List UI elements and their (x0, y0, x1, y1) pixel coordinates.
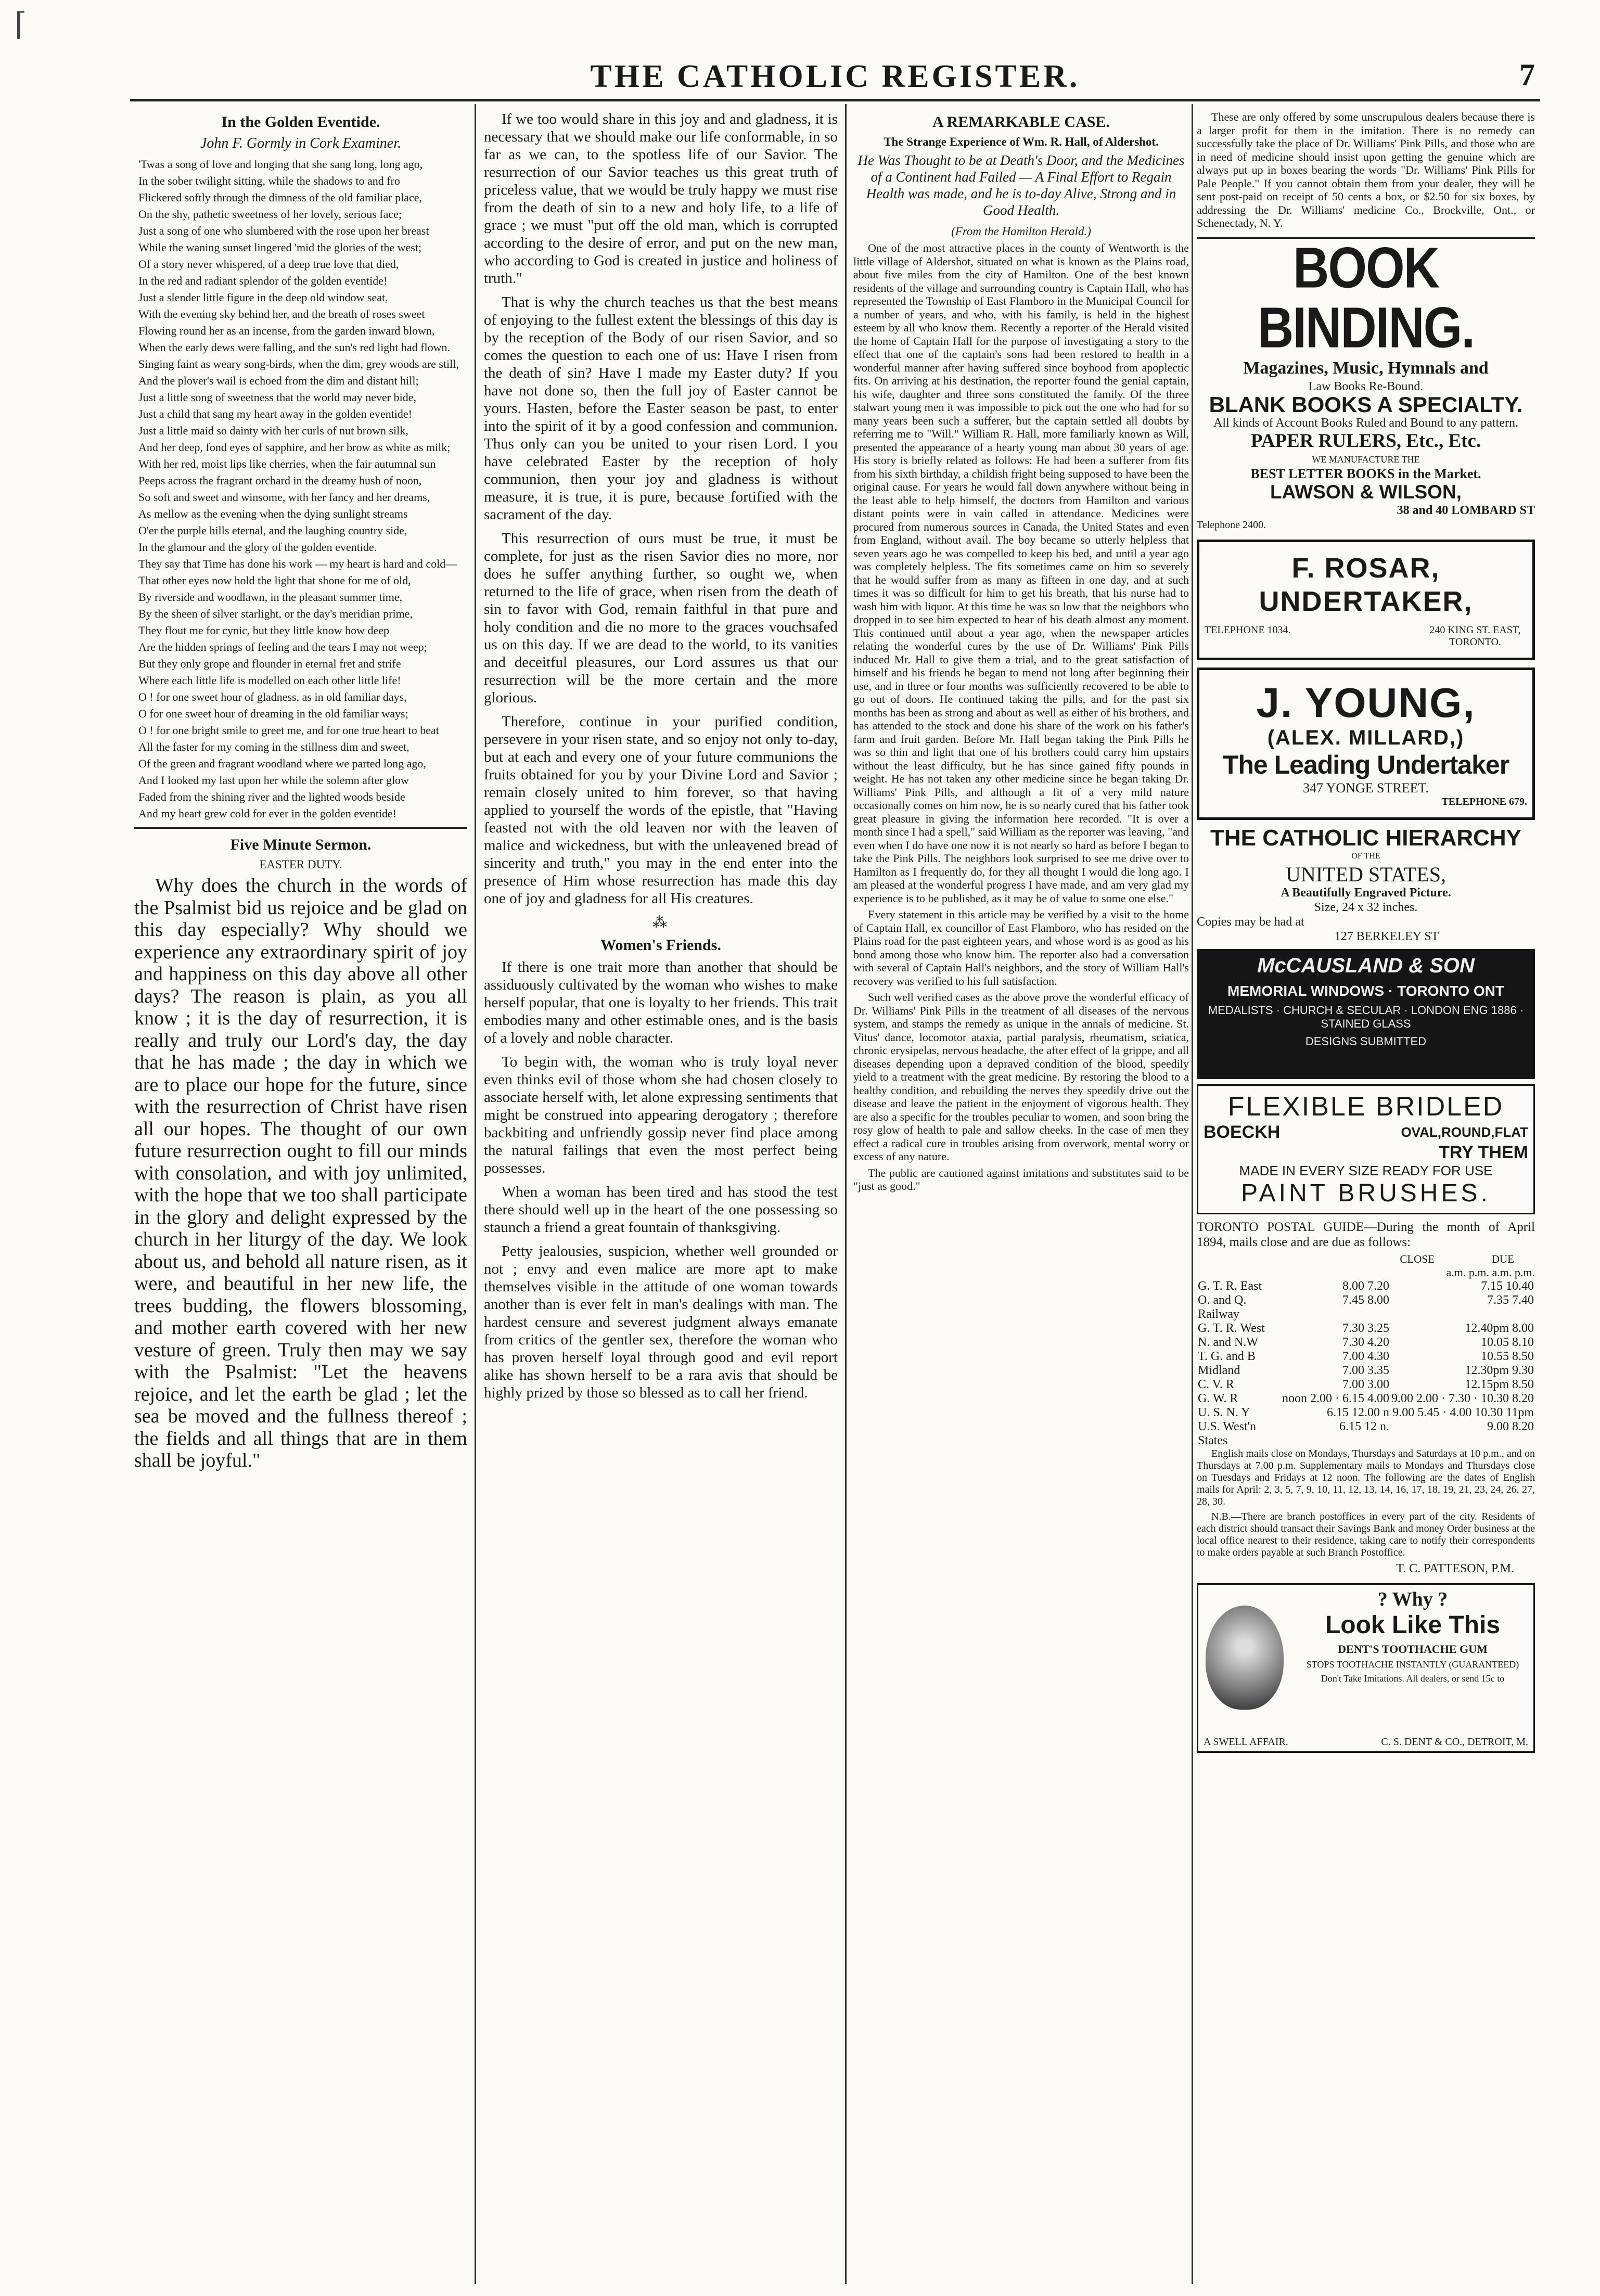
poem-line: Just a little song of sweetness that the world may never bide, (138, 391, 416, 404)
postal-row (1197, 1406, 1535, 1420)
poem-body (134, 158, 467, 820)
postal-route: O. and Q. Railway (1198, 1293, 1247, 1321)
header-rule (130, 99, 1540, 101)
poem-line: With the evening sky behind her, and the breath of roses sweet (138, 307, 425, 320)
poem-line: By the sheen of silver starlight, or the day's meridian prime, (138, 607, 413, 620)
women-paragraph: To begin with, the woman who is truly loyal never even thinks evil of those whom she had chosen closely to associate herself with, let alone expressing sentiments that might be construed into appearing derogatory ; therefore backbiting and unfriendly gossip never find place among the natural failings that even the most perfect being possesses. (484, 1054, 838, 1176)
poem-line: And her deep, fond eyes of sapphire, and her brow as white as milk; (138, 441, 451, 454)
postal-route: U. S. N. Y (1198, 1405, 1250, 1419)
postal-row (1197, 1350, 1535, 1364)
column-3 (853, 110, 1189, 2285)
postal-due: 9.00 2.00 · 7.30 · 10.30 8.20 (1391, 1391, 1534, 1405)
sermon-paragraph: Why does the church in the words of the Psalmist bid us rejoice and be glad on this day especially? Why should we experience any extraordinary spirit of joy and happiness on this day above all other days? The reason is plain, as you all know ; it is the day of resurrection, it is really and truly our Lord's day, the day that he has made ; the day in which we are to place our hope for the future, since with the resurrection of Christ have risen all our hopes. The thought of our own future resurrection ought to fill our minds with consolation, and with joy unlimited, with the hope that we too shall participate in the glory and delight expressed by the church in her liturgy of the day. We look about us, and behold all nature risen, as it were, and beautiful in her new life, the trees budding, the flowers blossoming, and mother earth covered with her new vesture of green. Truly then may we say with the Psalmist: "Let the heavens rejoice, and let the earth be glad ; let the sea be moved and the fullness thereof ; the fields and all things that are in them shall be joyful." (134, 875, 467, 1471)
column-divider (1192, 104, 1193, 2284)
brush-headline: FLEXIBLE BRIDLED (1227, 1091, 1504, 1122)
postal-row (1197, 1364, 1535, 1378)
hierarchy-desc: A Beautifully Engraved Picture. (1281, 886, 1451, 900)
young-ad (1197, 668, 1535, 820)
postal-close: 6.15 12 n. (1339, 1419, 1390, 1433)
postal-close: 7.30 4.20 (1342, 1335, 1390, 1349)
remarkable-italic: He Was Thought to be at Death's Door, and the Medicines of a Continent had Failed — A Final Effort to Regain Health was made, and he is to-day Alive, Strong and in Good Health. (857, 152, 1185, 218)
postal-due: 12.30pm 9.30 (1465, 1363, 1534, 1377)
women-paragraph: When a woman has been tired and has stood the test there should well up in the heart of the one possessing so staunch a friend a great fountain of thanksgiving. (484, 1184, 838, 1236)
sermon-subtitle: EASTER DUTY. (259, 858, 342, 871)
glass-firm: McCAUSLAND & SON (1257, 954, 1475, 977)
poem-line: O for one sweet hour of dreaming in the old familiar ways; (138, 707, 408, 720)
bookbinding-line2: Law Books Re-Bound. (1308, 379, 1424, 393)
brush-try: TRY THEM (1439, 1142, 1528, 1162)
lawson-wilson: LAWSON & WILSON, (1270, 481, 1462, 503)
pink-pills-continued: These are only offered by some unscrupulous dealers because there is a larger profit for them in the imitation. There is no remedy can successfully take the place of Dr. Williams' Pink Pills, and those who are in need of medicine should insist upon getting the genuine which are always put up in boxes bearing the words "Dr. Williams' Pink Pills for Pale People." If you cannot obtain them from your dealer, they will be sent post-paid on receipt of 50 cents a box, or $2.50 for six boxes, by addressing the Dr. Williams' medicine Co., Brockville, Ont., or Schenectady, N. Y. (1197, 110, 1535, 229)
postal-row (1197, 1322, 1535, 1336)
poem-line: So soft and sweet and winsome, with her fancy and her dreams, (138, 491, 430, 504)
poem-line: Of a story never whispered, of a deep true love that died, (138, 258, 399, 271)
poem-line: In the sober twilight sitting, while the shadows to and fro (138, 174, 400, 187)
page-number: 7 (1519, 58, 1535, 92)
postal-row (1197, 1293, 1535, 1322)
page-corner-mark: ⌈ (15, 7, 27, 42)
ornament: ⁂ (652, 915, 669, 931)
toothache-ad (1197, 1583, 1535, 1753)
bookbinding-line3: All kinds of Account Books Ruled and Bound to any pattern. (1213, 416, 1518, 430)
remarkable-source: (From the Hamilton Herald.) (951, 225, 1091, 238)
postal-table (1197, 1279, 1535, 1448)
poem-line: And my heart grew cold for ever in the golden eventide! (138, 807, 397, 820)
women-paragraph: Petty jealousies, suspicion, whether well grounded or not ; envy and even malice are more apt to make themselves visible in the attitude of one woman towards another than is ever felt in man's dealings with man. The hardest censure and severest judgment always emanate from critics of the gentler sex, therefore the woman who has proven herself loyal through good and evil report alike has shown herself to be a rara avis that should be highly prized by those so blessed as to call her friend. (484, 1243, 838, 1401)
postal-row (1197, 1336, 1535, 1350)
face-illustration (1206, 1606, 1284, 1710)
postal-due-header: DUE (1491, 1252, 1514, 1265)
postal-due: 7.15 10.40 (1481, 1279, 1534, 1293)
poem-line: Of the green and fragrant woodland where we parted long ago, (138, 757, 426, 770)
postal-due: 7.35 7.40 (1487, 1293, 1534, 1307)
postal-close: 6.15 12.00 n (1327, 1405, 1390, 1419)
women-title: Women's Friends. (600, 937, 721, 954)
young-tagline: The Leading Undertaker (1222, 750, 1509, 779)
toothache-gum: DENT'S TOOTHACHE GUM (1338, 1642, 1488, 1656)
toothache-dent: C. S. DENT & CO., DETROIT, M. (1381, 1736, 1528, 1748)
postal-route: U.S. West'n States (1198, 1419, 1256, 1447)
rosar-ad (1197, 540, 1535, 660)
postal-row (1197, 1392, 1535, 1406)
toothache-stops: STOPS TOOTHACHE INSTANTLY (GUARANTEED) (1306, 1659, 1519, 1670)
postal-close-header: CLOSE (1400, 1252, 1435, 1265)
paper-rulers: PAPER RULERS, Etc., Etc. (1250, 430, 1481, 452)
poem-line: Flickered softly through the dimness of the old familiar place, (138, 191, 422, 204)
divider (134, 827, 467, 829)
rosar-title: UNDERTAKER, (1259, 585, 1473, 617)
poem-line: Where each little life is modelled on each other little life! (138, 674, 401, 687)
postal-row (1197, 1279, 1535, 1293)
postal-close: 7.00 4.30 (1342, 1349, 1390, 1363)
poem-title: In the Golden Eventide. (221, 113, 380, 131)
lawson-telephone: Telephone 2400. (1197, 519, 1266, 531)
bookbinding-line1: Magazines, Music, Hymnals and (1243, 358, 1489, 378)
postal-guide (1197, 1220, 1535, 1576)
rosar-telephone: TELEPHONE 1034. (1205, 624, 1291, 636)
masthead (130, 54, 1540, 96)
young-address: 347 YONGE STREET. (1303, 780, 1429, 796)
hierarchy-copies: Copies may be had at (1197, 915, 1304, 929)
poem-line: While the waning sunset lingered 'mid the glories of the west; (138, 241, 422, 254)
column-4 (1197, 110, 1535, 2285)
poem-line: Are the hidden springs of feeling and the tears I may not weep; (138, 640, 427, 653)
bookbinding-title: BOOK BINDING. (1258, 235, 1474, 360)
remarkable-paragraph: One of the most attractive places in the county of Wentworth is the little village of Aldershot, situated on what is known as the Plains road, about five miles from the city of Hamilton. One of the best known residents of the village and surrounding country is Captain Hall, who has represented the Township of East Flamboro in the Municipal Council for a number of years, and who, with his family, is held in the highest esteem by all who know them. Recently a reporter of the Herald visited the home of Captain Hall for the purpose of investigating a story to the effect that one of the captain's sons had been restored to health in a wonderful manner after having suffered since boyhood from apoplectic fits. On arriving at his destination, the reporter found the genial captain, his wife, daughter and three sons constituted the family. Of the three stalwart young men it was impossible to pick out the one who had for so many years been such a sufferer, but the captain settled all doubts by referring me to "Will." William R. Hall, more familiarly known as Will, presented the appearance of a hearty young man about 30 years of age. His story is briefly related as follows: He had been a sufferer from fits from his sixth birthday, a childish fright being supposed to have been the original cause. For years he would fall down anywhere without being in the least able to help himself, the doctors from Hamilton and various distant points were in vain called in attendance. Medicines were procured from numerous sources in Canada, the United States and even from England, without avail. The boy became so utterly helpless that seven years ago he was compelled to keep his bed, and until a year ago was completely helpless. The fits sometimes came on him so severely that he would suffer from as many as fifteen in one day, and at such times it was so difficult for him to get his breath, that his nurse had to wash him with liquor. At this time he was so low that the neighbors who dropped in to see him expected to hear of his death almost any moment. This continued until about a year ago, when the newspaper articles relating the wonderful cures by the use of Dr. Williams' Pink Pills induced Mr. Hall to give them a trial, and to the great satisfaction of himself and his friends he began to mend not long after beginning their use, and in three or four months was sufficiently recovered to be able to go out of doors. He continued taking the pills, and for the past six months has been as strong and about as well as either of his brothers, and has attended to the stock and done his share of the work on his father's farm and fruit garden. Before Mr. Hall began taking the Pink Pills he was so thin and light that one of his brothers could carry him upstairs without the least difficulty, but he has since gained fifty pounds in weight. He has not taken any other medicine since he began taking Dr. Williams' Pink Pills, and although a fit of a very mild nature occasionally comes on him now, he is so nearly cured that his father took great pleasure in giving the information here recorded. "It is over a month since I had a spell," said William as the reporter was leaving, "and even when I do have one now it is not nearly so hard as before I began to take the Pink Pills. The neighbors look surprised to see me drive over to Hamilton as I frequently do, for they all thought I would die long ago. I am pleased at the wonderful progress I have made, and am very glad my experience is to be published, as it may be of value to some one else." (853, 241, 1189, 905)
poem-line: When the early dews were falling, and the sun's red light had flown. (138, 341, 451, 354)
column-1 (134, 110, 467, 2285)
sermon-paragraph: That is why the church teaches us that the best means of enjoying to the fullest extent the blessings of this day is by the reception of the Body of our risen Savior, and so comes the question to each one of us: Have I risen from the death of sin? Have I made my Easter duty? If you have not done so, then the full joy of Easter cannot be yours. Hasten, before the Easter season be past, to enter into the spirit of it by a good confession and communion. Thus only can you be united to your risen Lord. I you have celebrated Easter by the reception of holy communion, then your joy and gladness is without measure, it is true, it is pure, because fortified with the sacrament of the day. (484, 294, 838, 523)
rosar-address: 240 KING ST. EAST, TORONTO. (1429, 624, 1521, 648)
bookbinding-ad (1197, 235, 1535, 532)
poem-line: As mellow as the evening when the dying sunlight streams (138, 507, 408, 520)
brush-sizes: MADE IN EVERY SIZE READY FOR USE (1239, 1162, 1493, 1178)
postal-route: G. W. R (1198, 1391, 1238, 1405)
lawson-address: 38 and 40 LOMBARD ST (1397, 503, 1535, 517)
brush-ad (1197, 1084, 1535, 1214)
glass-medals: MEDALISTS · CHURCH & SECULAR · LONDON ENG 1886 · STAINED GLASS (1208, 1003, 1524, 1030)
poem-line: In the glamour and the glory of the golden eventide. (138, 541, 377, 554)
postal-route: G. T. R. West (1198, 1321, 1265, 1335)
stained-glass-ad (1197, 949, 1535, 1079)
hierarchy-address: 127 BERKELEY ST (1334, 929, 1439, 943)
postal-due: 9.00 5.45 · 4.00 10.30 11pm (1392, 1405, 1534, 1419)
poem-line: 'Twas a song of love and longing that she sang long, long ago, (138, 158, 423, 171)
poem-byline: John F. Gormly in Cork Examiner. (200, 135, 401, 151)
poem-line: O ! for one bright smile to greet me, and for one true heart to beat (138, 724, 439, 737)
poem-line: And the plover's wail is echoed from the dim and distant hill; (138, 374, 419, 387)
postal-close: 7.00 3.00 (1342, 1377, 1390, 1391)
poem-line: Peeps across the fragrant orchard in the dreamy hush of noon, (138, 474, 422, 487)
column-divider (475, 104, 476, 2284)
sermon-paragraph: If we too would share in this joy and and gladness, it is necessary that we should make our life conformable, in so far as we can, to the spotless life of our Savior. The resurrection of our Savior teaches us this great truth of priceless value, that we would be truly happy we must rise from the death of sin to a new and holy life, to a life of grace ; we must "put off the old man, which is corrupted according to the desire of error, and put on the new man, who according to God is created in justice and holiness of truth." (484, 111, 838, 287)
postal-close: 7.45 8.00 (1342, 1293, 1390, 1307)
remarkable-body (853, 241, 1189, 1193)
hierarchy-title: THE CATHOLIC HIERARCHY (1210, 825, 1522, 851)
sermon-paragraph: This resurrection of ours must be true, it must be complete, for just as the risen Savior dies no more, nor does he suffer anything further, so ought we, when returned to the life of grace, when risen from the death of sin to favor with God, remain faithful in that pure and holy condition and die no more to the graces vouchsafed us on this day. If we are dead to the world, to its vanities and deceitful pleasures, our Lord assures us that our resurrection will be the more certain and the more glorious. (484, 530, 838, 706)
brush-shapes: OVAL,ROUND,FLAT (1401, 1124, 1528, 1140)
hierarchy-us: UNITED STATES, (1286, 862, 1446, 886)
postal-close: 8.00 7.20 (1342, 1279, 1390, 1293)
newspaper-title: THE CATHOLIC REGISTER. (590, 59, 1080, 94)
column-2 (484, 110, 838, 2285)
postal-row (1197, 1420, 1535, 1448)
hierarchy-ad (1197, 827, 1535, 944)
brush-title: PAINT BRUSHES. (1241, 1179, 1491, 1207)
postal-ampm: a.m. p.m. a.m. p.m. (1446, 1265, 1535, 1279)
poem-line: All the faster for my coming in the stillness dim and sweet, (138, 740, 409, 753)
remarkable-paragraph: The public are cautioned against imitations and substitutes said to be "just as good." (853, 1166, 1189, 1192)
postal-close: 7.00 3.35 (1342, 1363, 1390, 1377)
women-paragraph: If there is one trait more than another that should be assiduously cultivated by the woman who wishes to make herself popular, that one is loyalty to her friends. This trait embodies many and other estimable ones, and is the basis of a lovely and noble character. (484, 959, 838, 1046)
postal-close: 7.30 3.25 (1342, 1321, 1390, 1335)
column-divider (845, 104, 847, 2284)
young-telephone: TELEPHONE 679. (1441, 796, 1527, 807)
poem-line: Singing faint as weary song-birds, when the dim, grey woods are still, (138, 357, 459, 370)
poem-line: On the shy, pathetic sweetness of her lovely, serious face; (138, 208, 402, 221)
toothache-look: Look Like This (1325, 1611, 1501, 1639)
postal-due: 9.00 8.20 (1487, 1419, 1534, 1433)
poem-line: Just a song of one who slumbered with the rose upon her breast (138, 224, 429, 237)
postal-signature: T. C. PATTESON, P.M. (1396, 1561, 1514, 1575)
remarkable-title: A REMARKABLE CASE. (932, 113, 1110, 131)
poem-line: O ! for one sweet hour of gladness, as in old familiar days, (138, 690, 407, 703)
rosar-name: F. ROSAR, (1291, 552, 1440, 584)
postal-row (1197, 1378, 1535, 1392)
brush-brand: BOECKH (1204, 1122, 1281, 1142)
glass-designs: DESIGNS SUBMITTED (1305, 1034, 1427, 1048)
postal-intro: TORONTO POSTAL GUIDE—During the month of April 1894, mails close and are due as follows: (1197, 1220, 1535, 1249)
poem-line: Faded from the shining river and the lighted woods beside (138, 790, 405, 803)
poem-line: By riverside and woodlawn, in the pleasant summer time, (138, 591, 403, 604)
hierarchy-of: OF THE (1351, 851, 1380, 861)
poem-line: O'er the purple hills eternal, and the laughing country side, (138, 524, 407, 537)
postal-route: Midland (1198, 1363, 1240, 1377)
toothache-dont: Don't Take Imitations. All dealers, or send 15c to (1321, 1673, 1505, 1684)
toothache-swell: A SWELL AFFAIR. (1204, 1736, 1288, 1748)
sermon-title: Five Minute Sermon. (230, 836, 372, 853)
poem-line: They say that Time has done his work — my heart is hard and cold— (138, 557, 457, 570)
glass-windows: MEMORIAL WINDOWS · TORONTO ONT (1227, 982, 1504, 999)
poem-line: And I looked my last upon her while the solemn after glow (138, 774, 409, 787)
poem-line: With her red, moist lips like cherries, when the fair autumnal sun (138, 457, 436, 470)
poem-line: Just a slender little figure in the deep old window seat, (138, 291, 388, 304)
poem-line: Just a little maid so dainty with her curls of nut brown silk, (138, 424, 408, 437)
manufacture: WE MANUFACTURE THE (1312, 454, 1420, 465)
sermon-continued (484, 110, 838, 907)
postal-due: 10.55 8.50 (1481, 1349, 1534, 1363)
poem-line: Just a child that sang my heart away in the golden eventide! (138, 407, 413, 420)
poem-line: They flout me for cynic, but they little know how deep (138, 624, 390, 637)
poem-line: In the red and radiant splendor of the golden eventide! (138, 274, 388, 287)
blank-books: BLANK BOOKS A SPECIALTY. (1209, 392, 1523, 417)
young-name: J. YOUNG, (1256, 679, 1476, 726)
postal-due: 12.40pm 8.00 (1465, 1321, 1534, 1335)
postal-route: C. V. R (1198, 1377, 1234, 1391)
young-alt: (ALEX. MILLARD,) (1267, 726, 1465, 749)
remarkable-subtitle: The Strange Experience of Wm. R. Hall, of Aldershot. (884, 135, 1159, 148)
postal-nb: N.B.—There are branch postoffices in every part of the city. Residents of each district should transact their Savings Bank and money Order business at the local office nearest to their residence, taking care to notify their correspondents to make orders payable at such Branch Postoffice. (1197, 1510, 1535, 1558)
remarkable-paragraph: Every statement in this article may be verified by a visit to the home of Captain Hall, ex councillor of East Flamboro, who has resided on the Plains road for the past eighteen years, and whose word is as good as his bond among those who know him. The reporter also had a conversation with several of Captain Hall's neighbors, and the story of William Hall's recovery was verified to his full satisfaction. (853, 908, 1189, 987)
women-body (484, 958, 838, 1402)
postal-due: 10.05 8.10 (1481, 1335, 1534, 1349)
toothache-why: ? Why ? (1377, 1588, 1448, 1610)
poem-line: That other eyes now hold the light that shone for me of old, (138, 574, 411, 587)
sermon-paragraph: Therefore, continue in your purified condition, persevere in your risen state, and so enjoy not only to-day, but at each and every one of your future communions the fruits obtained for you by your Divine Lord and Savior ; remain closely united to him forever, so that having applied to yourself the words of the epistle, that "Having feasted not with the old leaven nor with the leaven of malice and wickedness, but with the unleavened bread of sincerity and truth," you may in the end enter into the presence of Him whose resurrection has made this day one of joy and gladness for all His creatures. (484, 713, 838, 907)
postal-route: G. T. R. East (1198, 1279, 1262, 1293)
hierarchy-size: Size, 24 x 32 inches. (1314, 900, 1418, 914)
poem-line: Flowing round her as an incense, from the garden inward blown, (138, 324, 435, 337)
postal-due: 12.15pm 8.50 (1465, 1377, 1534, 1391)
sermon-body (134, 875, 467, 1472)
postal-notes: English mails close on Mondays, Thursdays and Saturdays at 10 p.m., and on Thursdays at 7.00 p.m. Supplementary mails to Mondays and Thursdays close on Tuesdays and Fridays at 12 noon. The following are the dates of English mails for April: 2, 3, 5, 7, 9, 10, 11, 12, 13, 14, 16, 17, 18, 19, 21, 23, 24, 26, 27, 28, 30. (1197, 1447, 1535, 1507)
postal-route: T. G. and B (1198, 1349, 1256, 1363)
best-letter-books: BEST LETTER BOOKS in the Market. (1250, 466, 1481, 481)
remarkable-paragraph: Such well verified cases as the above prove the wonderful efficacy of Dr. Williams' Pink Pills in the treatment of all diseases of the nervous system, and stamps the remedy as unique in the annals of medicine. St. Vitus' dance, locomotor ataxia, partial paralysis, rheumatism, sciatica, chronic erysipelas, nervous headache, the after effect of la grippe, and all diseases depending upon a depraved condition of the blood, speedily yield to a treatment with the great medicine. By restoring the blood to a healthy condition, and rebuilding the nerves they speedily drive out the disease and leave the patient in the enjoyment of vigorous health. They are also a specific for the troubles peculiar to women, and soon bring the rosy glow of health to pale and sallow cheeks. In the case of men they effect a radical cure in troubles arising from overwork, mental worry or excess of any nature. (853, 991, 1189, 1163)
postal-route: N. and N.W (1198, 1335, 1258, 1349)
poem-line: But they only grope and flounder in eternal fret and strife (138, 657, 401, 670)
postal-close: noon 2.00 · 6.15 4.00 (1282, 1391, 1390, 1405)
